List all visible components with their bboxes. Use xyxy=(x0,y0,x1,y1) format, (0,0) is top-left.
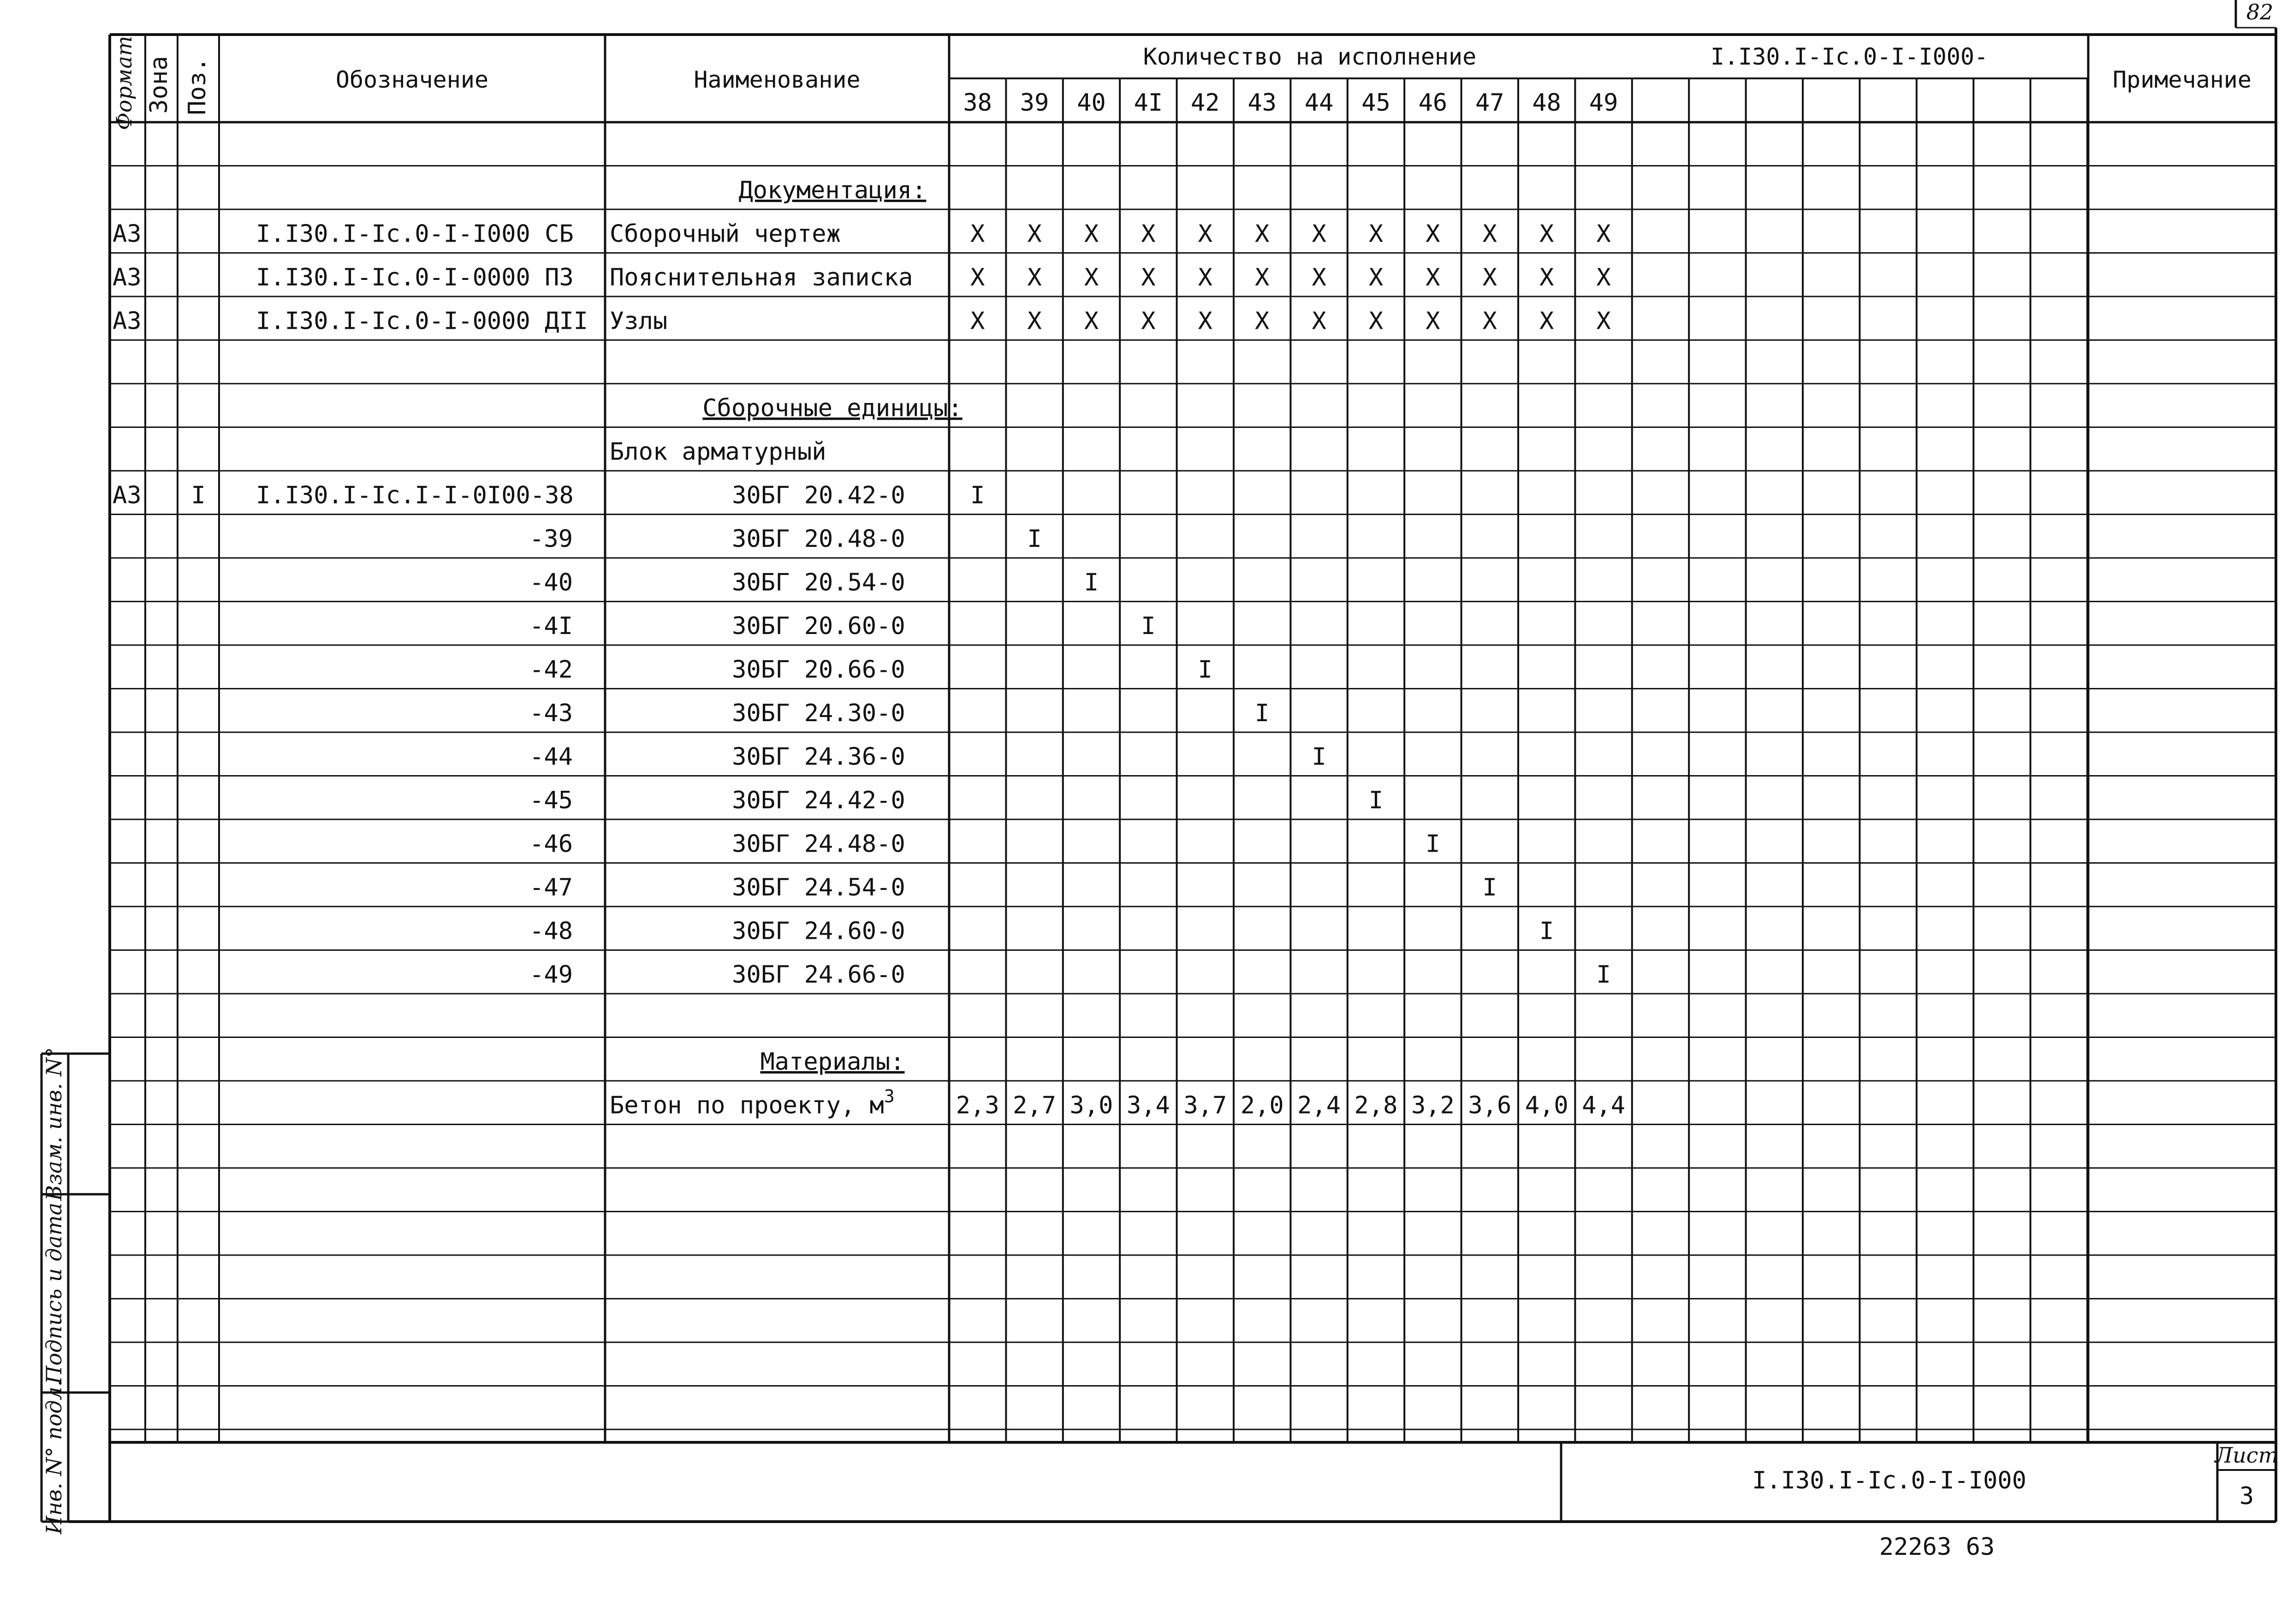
format-cell: А3 xyxy=(113,220,142,248)
variant-header: 45 xyxy=(1361,89,1390,117)
qty-cell: X xyxy=(1368,264,1384,291)
variant-header: 48 xyxy=(1532,89,1562,117)
name-cell: 30БГ 24.36-0 xyxy=(732,743,905,771)
name-cell: 30БГ 24.30-0 xyxy=(732,699,905,727)
name-cell: Сборочный чертеж xyxy=(610,220,841,248)
designation-cell: -39 xyxy=(529,525,573,553)
qty-cell: X xyxy=(1084,307,1099,335)
qty-cell: X xyxy=(1539,307,1554,335)
qty-cell: X xyxy=(1198,264,1212,291)
qty-header: Количество на исполнение xyxy=(1143,43,1477,70)
qty-cell: 3,4 xyxy=(1126,1091,1170,1120)
sheet-label: Лист xyxy=(2215,1443,2279,1468)
qty-cell: X xyxy=(1482,307,1497,335)
qty-cell: X xyxy=(1198,307,1212,335)
qty-cell: 3,2 xyxy=(1411,1091,1455,1120)
qty-cell: 2,0 xyxy=(1240,1091,1284,1120)
side-stamp-label: Взам. инв. N° xyxy=(42,1047,66,1201)
qty-cell: X xyxy=(1141,220,1156,248)
designation-cell: -43 xyxy=(529,699,573,727)
format-cell: А3 xyxy=(113,307,142,335)
zone-header: Зона xyxy=(145,56,173,114)
qty-cell: I xyxy=(1255,699,1270,727)
qty-cell: I xyxy=(1426,830,1440,858)
qty-code-header: I.I30.I-Ic.0-I-I000- xyxy=(1710,43,1989,70)
designation-cell: -46 xyxy=(529,830,573,858)
name-cell: Узлы xyxy=(610,307,668,335)
pos-header: Поз. xyxy=(184,57,211,115)
qty-cell: X xyxy=(970,220,985,248)
pos-cell: I xyxy=(191,481,206,510)
variant-header: 46 xyxy=(1418,89,1448,117)
qty-cell: X xyxy=(1255,220,1270,248)
format-cell: А3 xyxy=(113,481,142,510)
variant-header: 4I xyxy=(1134,89,1163,117)
qty-cell: X xyxy=(1482,220,1497,248)
variant-header: 44 xyxy=(1304,89,1334,117)
qty-cell: X xyxy=(1596,307,1611,335)
name-cell: 30БГ 20.42-0 xyxy=(732,481,905,510)
note-header: Примечание xyxy=(2112,66,2252,93)
name-header: Наименование xyxy=(694,66,861,93)
qty-cell: I xyxy=(970,481,985,510)
name-cell: 30БГ 20.54-0 xyxy=(732,569,905,597)
section-heading: Документация: xyxy=(738,177,927,204)
qty-cell: I xyxy=(1596,961,1611,989)
qty-cell: X xyxy=(1426,220,1440,248)
name-cell: 30БГ 20.60-0 xyxy=(732,612,905,640)
name-cell: Блок арматурный xyxy=(610,438,826,466)
table-text xyxy=(42,0,2278,1561)
qty-cell: I xyxy=(1539,917,1554,945)
qty-cell: 3,0 xyxy=(1069,1091,1113,1120)
qty-cell: X xyxy=(1539,264,1554,291)
qty-cell: X xyxy=(1027,264,1042,291)
name-cell: 30БГ 24.54-0 xyxy=(732,874,905,901)
variant-header: 38 xyxy=(963,89,992,117)
side-stamp-label: Инв. N° подл. xyxy=(42,1380,66,1535)
variant-header: 43 xyxy=(1247,89,1277,117)
designation-cell: I.I30.I-Ic.I-I-0I00-38 xyxy=(256,481,574,510)
qty-cell: I xyxy=(1368,787,1384,814)
name-cell: 30БГ 24.42-0 xyxy=(732,787,905,814)
designation-cell: I.I30.I-Ic.0-I-0000 ПЗ xyxy=(256,264,574,291)
archive-number: 22263 63 xyxy=(1879,1533,1995,1561)
qty-cell: I xyxy=(1141,612,1156,640)
qty-cell: X xyxy=(1368,307,1384,335)
variant-header: 47 xyxy=(1475,89,1504,117)
designation-cell: I.I30.I-Ic.0-I-I000 СБ xyxy=(256,220,574,248)
designation-header: Обозначение xyxy=(335,66,489,93)
name-cell: 30БГ 20.66-0 xyxy=(732,656,905,684)
designation-cell: -49 xyxy=(529,961,573,989)
qty-cell: I xyxy=(1027,525,1042,553)
designation-cell: I.I30.I-Ic.0-I-0000 ДII xyxy=(256,307,588,335)
designation-cell: -40 xyxy=(529,569,573,597)
qty-cell: X xyxy=(1084,264,1099,291)
variant-header: 42 xyxy=(1190,89,1220,117)
qty-cell: X xyxy=(1426,264,1440,291)
qty-cell: X xyxy=(1198,220,1212,248)
qty-cell: 2,4 xyxy=(1297,1091,1341,1120)
unit-superscript: 3 xyxy=(884,1086,895,1107)
qty-cell: 2,7 xyxy=(1013,1091,1057,1120)
qty-cell: X xyxy=(1312,220,1326,248)
qty-cell: X xyxy=(1141,264,1156,291)
qty-cell: I xyxy=(1198,656,1212,684)
qty-cell: X xyxy=(1255,264,1270,291)
name-cell: Пояснительная записка xyxy=(610,264,913,291)
qty-cell: I xyxy=(1482,874,1497,901)
qty-cell: X xyxy=(1027,307,1042,335)
qty-cell: 2,8 xyxy=(1354,1091,1398,1120)
qty-cell: X xyxy=(970,307,985,335)
sheet-number: 3 xyxy=(2239,1482,2254,1510)
variant-header: 40 xyxy=(1077,89,1106,117)
qty-cell: 4,4 xyxy=(1582,1091,1626,1120)
qty-cell: X xyxy=(1027,220,1042,248)
side-stamp-label: Подпись и дата xyxy=(42,1203,66,1384)
corner-mark: 82 xyxy=(2246,0,2274,24)
qty-cell: X xyxy=(1255,307,1270,335)
format-cell: А3 xyxy=(113,264,142,291)
qty-cell: X xyxy=(1312,264,1326,291)
qty-cell: X xyxy=(1084,220,1099,248)
designation-cell: -4I xyxy=(529,612,573,640)
document-code: I.I30.I-Ic.0-I-I000 xyxy=(1752,1467,2026,1494)
designation-cell: -48 xyxy=(529,917,573,945)
qty-cell: 2,3 xyxy=(956,1091,999,1120)
qty-cell: X xyxy=(1312,307,1326,335)
section-heading: Сборочные единицы: xyxy=(702,394,962,422)
qty-cell: X xyxy=(1141,307,1156,335)
name-cell: 30БГ 24.60-0 xyxy=(732,917,905,945)
qty-cell: X xyxy=(970,264,985,291)
variant-header: 49 xyxy=(1589,89,1618,117)
section-heading: Материалы: xyxy=(760,1048,905,1076)
designation-cell: -44 xyxy=(529,743,573,771)
qty-cell: 4,0 xyxy=(1525,1091,1568,1120)
name-cell: 30БГ 24.66-0 xyxy=(732,961,905,989)
designation-cell: -42 xyxy=(529,656,573,684)
qty-cell: X xyxy=(1596,220,1611,248)
format-header: Формат xyxy=(112,36,137,130)
qty-cell: X xyxy=(1596,264,1611,291)
designation-cell: -47 xyxy=(529,874,573,901)
qty-cell: X xyxy=(1426,307,1440,335)
qty-cell: 3,6 xyxy=(1468,1091,1512,1120)
designation-cell: -45 xyxy=(529,787,573,814)
qty-cell: X xyxy=(1368,220,1384,248)
qty-cell: I xyxy=(1084,569,1099,597)
qty-cell: X xyxy=(1539,220,1554,248)
qty-cell: 3,7 xyxy=(1183,1091,1227,1120)
variant-header: 39 xyxy=(1020,89,1049,117)
qty-cell: I xyxy=(1312,743,1326,771)
name-cell: Бетон по проекту, $м^3$ xyxy=(610,1086,895,1120)
name-cell: 30БГ 24.48-0 xyxy=(732,830,905,858)
qty-cell: X xyxy=(1482,264,1497,291)
name-cell: 30БГ 20.48-0 xyxy=(732,525,905,553)
